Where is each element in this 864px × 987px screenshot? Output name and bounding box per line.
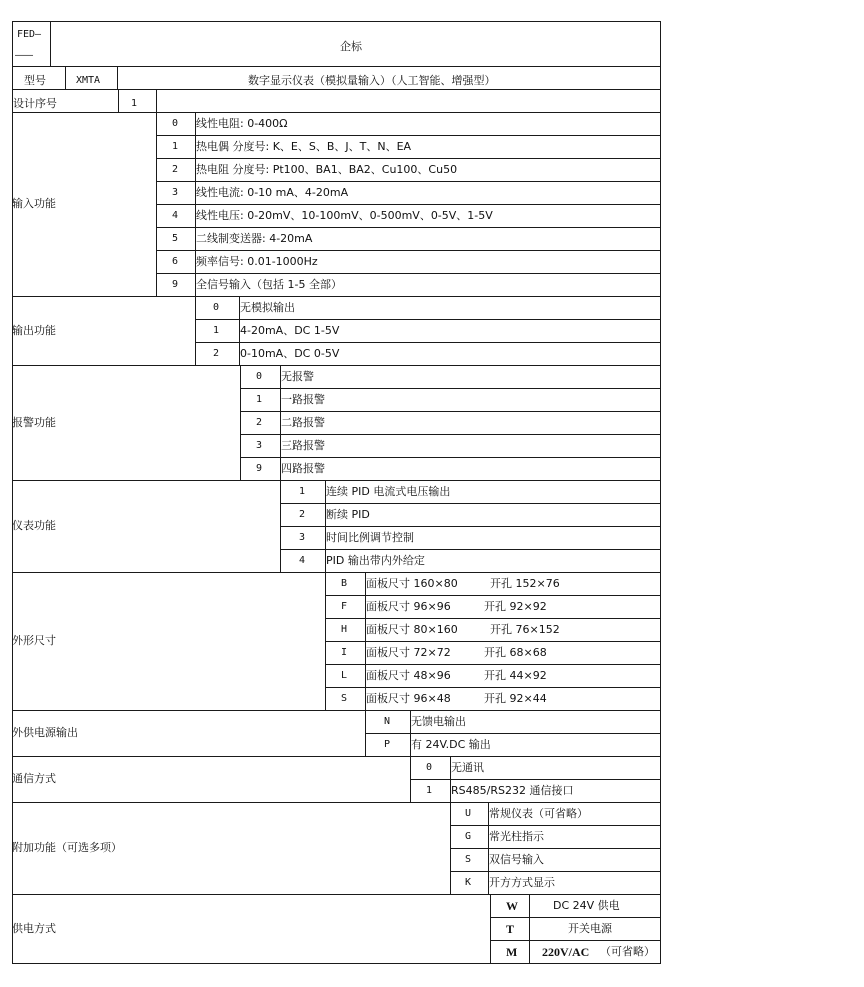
- grid-line: [195, 342, 661, 343]
- size-option-panel: 面板尺寸 96×48: [366, 692, 451, 705]
- size-option-cutout: 开孔 68×68: [484, 646, 547, 659]
- grid-line: [195, 296, 196, 366]
- input-option-text: 频率信号: 0.01-1000Hz: [196, 255, 318, 268]
- grid-line: [280, 526, 661, 527]
- grid-line: [12, 296, 661, 297]
- input-option-code: 6: [172, 256, 179, 267]
- power_out-label: 外供电源输出: [12, 726, 78, 739]
- grid-line: [12, 572, 661, 573]
- input-label: 输入功能: [12, 197, 56, 210]
- grid-line: [156, 158, 661, 159]
- grid-line: [450, 848, 661, 849]
- size-option-panel: 面板尺寸 48×96: [366, 669, 451, 682]
- grid-line: [156, 204, 661, 205]
- supply-option-code: T: [506, 922, 515, 936]
- supply-option-text: 开关电源: [568, 922, 612, 935]
- grid-line: [325, 618, 661, 619]
- grid-line: [529, 894, 530, 964]
- model-value: XMTA: [76, 75, 101, 86]
- grid-line: [12, 756, 661, 757]
- model-description: 数字显示仪表（模拟量输入）（人工智能、增强型）: [248, 74, 496, 87]
- output-option-code: 1: [213, 325, 220, 336]
- extra-option-text: 开方方式显示: [489, 876, 555, 889]
- grid-line: [280, 503, 661, 504]
- extra-option-code: S: [465, 854, 472, 865]
- input-option-code: 0: [172, 118, 179, 129]
- power_out-option-text: 无馈电输出: [411, 715, 466, 728]
- header-code: FED—: [17, 29, 42, 40]
- grid-line: [12, 365, 661, 366]
- instrument-label: 仪表功能: [12, 519, 56, 532]
- input-option-text: 热电偶 分度号: K、E、S、B、J、T、N、EA: [196, 140, 412, 153]
- alarm-option-code: 3: [256, 440, 263, 451]
- input-option-text: 二线制变送器: 4-20mA: [196, 232, 313, 245]
- grid-line: [156, 273, 661, 274]
- size-option-code: H: [341, 624, 348, 635]
- grid-line: [156, 227, 661, 228]
- output-option-code: 2: [213, 348, 220, 359]
- comm-option-code: 1: [426, 785, 433, 796]
- grid-line: [12, 963, 661, 964]
- input-option-code: 4: [172, 210, 179, 221]
- supply-option-text: DC 24V 供电: [553, 899, 620, 912]
- alarm-label: 报警功能: [12, 415, 56, 429]
- size-option-panel: 面板尺寸 96×96: [366, 600, 451, 613]
- input-option-code: 9: [172, 279, 179, 290]
- extra-label: 附加功能（可选多项）: [12, 841, 122, 854]
- grid-line: [156, 250, 661, 251]
- input-option-text: 热电阻 分度号: Pt100、BA1、BA2、Cu100、Cu50: [196, 163, 458, 176]
- size-option-cutout: 开孔 76×152: [490, 623, 560, 636]
- size-option-cutout: 开孔 92×92: [484, 600, 547, 613]
- instrument-option-text: 断续 PID: [326, 508, 370, 521]
- size-option-code: S: [341, 693, 348, 704]
- alarm-option-code: 0: [256, 371, 263, 382]
- grid-line: [325, 687, 661, 688]
- grid-line: [240, 434, 661, 435]
- alarm-option-text: 一路报警: [281, 393, 325, 406]
- grid-line: [450, 825, 661, 826]
- grid-line: [325, 641, 661, 642]
- size-option-code: I: [341, 647, 348, 658]
- design-label: 设计序号: [13, 97, 57, 110]
- supply-option-text: （可省略）: [600, 945, 655, 958]
- comm-label: 通信方式: [12, 772, 56, 785]
- extra-option-code: U: [465, 808, 472, 819]
- output-option-code: 0: [213, 302, 220, 313]
- alarm-option-code: 2: [256, 417, 263, 428]
- grid-line: [12, 66, 661, 67]
- instrument-option-text: PID 输出带内外给定: [326, 554, 425, 567]
- grid-line: [240, 388, 661, 389]
- instrument-option-code: 3: [299, 532, 306, 543]
- input-option-text: 线性电流: 0-10 mA、4-20mA: [196, 186, 349, 199]
- grid-line: [490, 917, 661, 918]
- size-option-code: F: [341, 601, 348, 612]
- extra-option-code: K: [465, 877, 472, 888]
- grid-line: [450, 871, 661, 872]
- extra-option-text: 常规仪表（可省略）: [489, 807, 588, 820]
- grid-line: [325, 595, 661, 596]
- supply-label: 供电方式: [12, 921, 56, 935]
- alarm-option-code: 9: [256, 463, 263, 474]
- comm-option-text: RS485/RS232 通信接口: [451, 784, 574, 797]
- grid-line: [12, 802, 661, 803]
- grid-line: [117, 66, 118, 90]
- grid-line: [490, 894, 491, 964]
- header-dashes: ———: [15, 50, 34, 61]
- grid-line: [280, 549, 661, 550]
- grid-line: [365, 733, 661, 734]
- grid-line: [325, 664, 661, 665]
- instrument-option-text: 时间比例调节控制: [326, 531, 414, 544]
- output-label: 输出功能: [12, 323, 56, 337]
- input-option-text: 线性电阻: 0-400Ω: [196, 117, 288, 130]
- input-option-code: 1: [172, 141, 179, 152]
- input-option-text: 线性电压: 0-20mV、10-100mV、0-500mV、0-5V、1-5V: [196, 209, 493, 222]
- grid-line: [12, 112, 661, 113]
- instrument-option-text: 连续 PID 电流式电压输出: [326, 485, 451, 498]
- alarm-option-code: 1: [256, 394, 263, 405]
- output-option-text: 4-20mA、DC 1-5V: [240, 324, 340, 337]
- output-option-text: 0-10mA、DC 0-5V: [240, 347, 340, 360]
- supply-option-bold: 220V/AC: [542, 945, 590, 959]
- header-standard: 企标: [340, 40, 362, 53]
- size-option-panel: 面板尺寸 72×72: [366, 646, 451, 659]
- grid-line: [12, 89, 661, 90]
- comm-option-code: 0: [426, 762, 433, 773]
- extra-option-text: 双信号输入: [489, 853, 544, 866]
- grid-line: [240, 457, 661, 458]
- size-option-code: B: [341, 578, 348, 589]
- table-right-border: [660, 21, 661, 964]
- grid-line: [156, 89, 157, 113]
- size-option-panel: 面板尺寸 160×80: [366, 577, 458, 590]
- input-option-code: 3: [172, 187, 179, 198]
- grid-line: [240, 365, 241, 481]
- alarm-option-text: 三路报警: [281, 439, 325, 452]
- grid-line: [156, 181, 661, 182]
- grid-line: [118, 89, 119, 113]
- input-option-text: 全信号输入（包括 1-5 全部）: [196, 278, 342, 291]
- grid-line: [410, 779, 661, 780]
- input-option-code: 5: [172, 233, 179, 244]
- extra-option-code: G: [465, 831, 472, 842]
- instrument-option-code: 2: [299, 509, 306, 520]
- model-label: 型号: [24, 74, 46, 87]
- output-option-text: 无模拟输出: [240, 301, 295, 314]
- supply-option-code: M: [506, 945, 518, 959]
- supply-option-code: W: [506, 899, 518, 913]
- grid-line: [490, 940, 661, 941]
- size-option-cutout: 开孔 44×92: [484, 669, 547, 682]
- grid-line: [12, 710, 661, 711]
- grid-line: [195, 319, 661, 320]
- size-option-code: L: [341, 670, 348, 681]
- alarm-option-text: 二路报警: [281, 416, 325, 429]
- size-option-cutout: 开孔 92×44: [484, 692, 547, 705]
- power_out-option-text: 有 24V.DC 输出: [411, 738, 491, 751]
- design-value: 1: [131, 98, 138, 109]
- size-option-panel: 面板尺寸 80×160: [366, 623, 458, 636]
- extra-option-text: 常光柱指示: [489, 830, 544, 843]
- instrument-option-code: 4: [299, 555, 306, 566]
- comm-option-text: 无通讯: [451, 761, 484, 774]
- grid-line: [156, 135, 661, 136]
- power_out-option-code: P: [384, 739, 391, 750]
- grid-line: [65, 66, 66, 90]
- grid-line: [50, 21, 51, 67]
- table-top-border: [12, 21, 661, 22]
- grid-line: [240, 411, 661, 412]
- instrument-option-code: 1: [299, 486, 306, 497]
- size-label: 外形尺寸: [12, 634, 56, 647]
- size-option-cutout: 开孔 152×76: [490, 577, 560, 590]
- grid-line: [12, 480, 661, 481]
- table-left-border: [12, 21, 13, 964]
- alarm-option-text: 四路报警: [281, 462, 325, 475]
- grid-line: [12, 894, 661, 895]
- power_out-option-code: N: [384, 716, 391, 727]
- input-option-code: 2: [172, 164, 179, 175]
- alarm-option-text: 无报警: [281, 370, 314, 383]
